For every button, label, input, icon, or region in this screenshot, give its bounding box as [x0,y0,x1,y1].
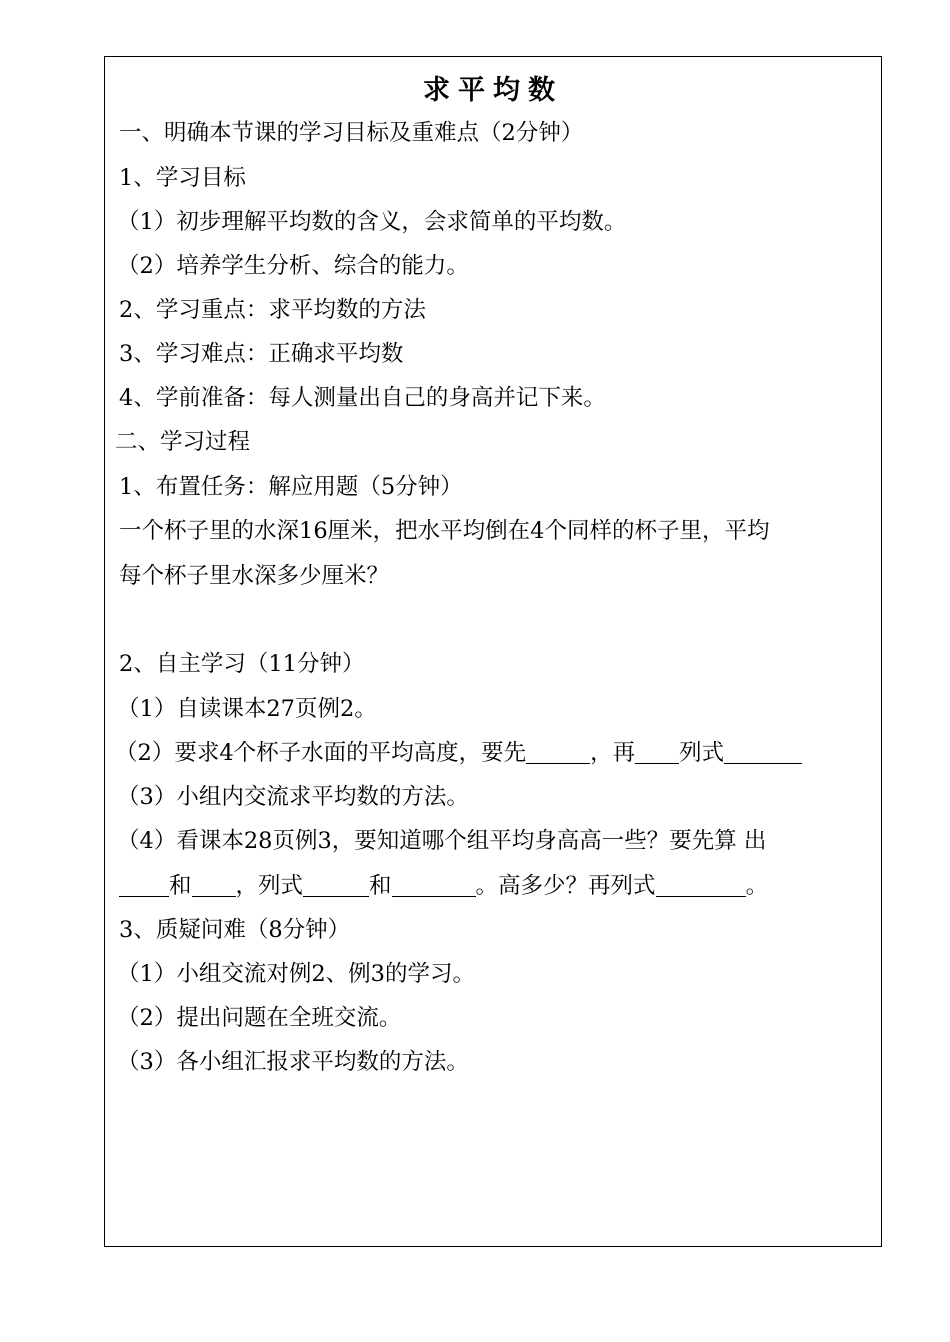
key-point: 2、学习重点：求平均数的方法 [119,297,426,323]
self-study-item-4-line-1 [117,825,871,857]
fill-blank[interactable] [303,872,369,897]
problem-line-2: 每个杯子里水深多少厘米？ [119,563,390,589]
goal-heading: 1、学习目标 [119,165,246,191]
discussion-item-3: （3）各小组汇报求平均数的方法。 [117,1049,469,1075]
goal-item-1: （1）初步理解平均数的含义，会求简单的平均数。 [117,209,627,235]
problem-line-1: 一个杯子里的水深16厘米，把水平均倒在4个同样的杯子里，平均 [119,518,770,544]
self-study-4-text-e: 。 [745,873,769,899]
self-study-item-3: （3）小组内交流求平均数的方法。 [117,784,469,810]
section-1-heading: 一、明确本节课的学习目标及重难点（2分钟） [119,120,584,146]
self-study-item-2 [115,737,871,769]
self-study-2-text-c: 列式 [679,740,725,766]
discussion-item-2: （2）提出问题在全班交流。 [117,1005,402,1031]
difficulty: 3、学习难点：正确求平均数 [119,341,404,367]
self-study-4-text-a: 和 [169,873,192,899]
fill-blank[interactable] [724,739,802,764]
self-study-4-text-b: ，列式 [235,873,304,899]
fill-blank[interactable] [635,739,679,764]
task-heading: 1、布置任务：解应用题（5分钟） [119,474,463,500]
fill-blank[interactable] [392,872,476,897]
self-study-item-1: （1）自读课本27页例2。 [117,696,377,722]
fill-blank[interactable] [526,739,590,764]
self-study-2-text-b: ，再 [590,740,636,766]
fill-blank[interactable] [656,872,746,897]
fill-blank[interactable] [119,872,169,897]
fill-blank[interactable] [192,872,236,897]
self-study-2-text-a: （2）要求4个杯子水面的平均高度，要先 [115,740,527,766]
goal-item-2: （2）培养学生分析、综合的能力。 [117,253,469,279]
self-study-4-text: （4）看课本28页例3，要知道哪个组平均身高高一些？要先算 出 [117,828,767,854]
section-2-heading: 二、学习过程 [115,429,251,455]
self-study-4-text-c: 和 [369,873,392,899]
page-title: 求平均数 [423,75,563,106]
self-study-item-4-line-2 [119,870,871,902]
discussion-heading: 3、质疑问难（8分钟） [119,917,351,943]
self-study-heading: 2、自主学习（11分钟） [119,651,365,677]
self-study-4-text-d: 。高多少？再列式 [475,873,656,899]
worksheet-frame [104,56,882,1247]
preparation: 4、学前准备：每人测量出自己的身高并记下来。 [119,385,606,411]
discussion-item-1: （1）小组交流对例2、例3的学习。 [117,961,475,987]
